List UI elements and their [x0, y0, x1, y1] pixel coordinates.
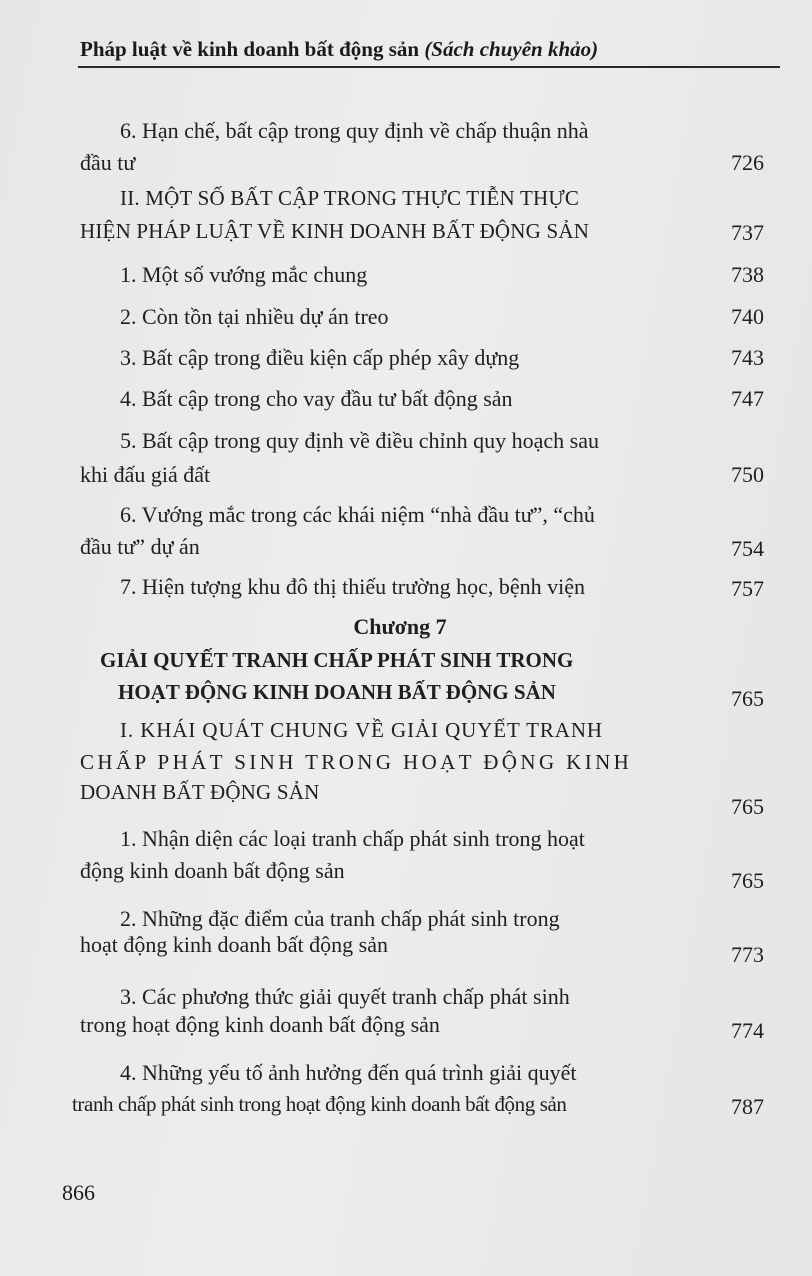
toc-page-number: 773 — [731, 942, 764, 967]
toc-entry-text: trong hoạt động kinh doanh bất động sản — [80, 1012, 440, 1037]
toc-entry-text: tranh chấp phát sinh trong hoạt động kinh doanh bất động sản — [72, 1092, 567, 1116]
toc-section-heading: DOANH BẤT ĐỘNG SẢN — [80, 780, 320, 804]
toc-entry-text: động kinh doanh bất động sản — [80, 858, 345, 883]
header-subtitle: (Sách chuyên khảo) — [424, 37, 599, 61]
toc-entry-text: 4. Những yếu tố ảnh hưởng đến quá trình giải quyết — [120, 1060, 577, 1085]
toc-page-number: 765 — [731, 686, 764, 711]
toc-page-number: 738 — [731, 262, 764, 287]
toc-entry-text: 2. Những đặc điểm của tranh chấp phát sinh trong — [120, 906, 560, 931]
toc-entry-text: 7. Hiện tượng khu đô thị thiếu trường học, bệnh viện — [120, 574, 586, 599]
toc-page-number: 750 — [731, 462, 764, 487]
toc-entry-text: 1. Một số vướng mắc chung — [120, 262, 368, 287]
toc-entry-text: hoạt động kinh doanh bất động sản — [80, 932, 388, 957]
toc-page-number: 743 — [731, 345, 764, 370]
toc-page-number: 765 — [731, 868, 764, 893]
toc-entry-text: 2. Còn tồn tại nhiều dự án treo — [120, 304, 389, 329]
toc-page-number: 726 — [731, 150, 764, 175]
toc-entry-text: 1. Nhận diện các loại tranh chấp phát sinh trong hoạt — [120, 826, 585, 851]
toc-entry-text: 4. Bất cập trong cho vay đầu tư bất động sản — [120, 386, 513, 411]
page-number: 866 — [62, 1180, 95, 1205]
toc-page-number: 737 — [731, 220, 764, 245]
toc-page-number: 774 — [731, 1018, 764, 1043]
toc-entry-text: đầu tư” dự án — [80, 534, 200, 559]
toc-page-number: 757 — [731, 576, 764, 601]
toc-entry-text: 6. Vướng mắc trong các khái niệm “nhà đầu tư”, “chủ — [120, 502, 595, 527]
toc-section-heading: CHẤP PHÁT SINH TRONG HOẠT ĐỘNG KINH — [80, 750, 633, 774]
toc-page-number: 747 — [731, 386, 764, 411]
toc-entry-text: 3. Các phương thức giải quyết tranh chấp phát sinh — [120, 984, 570, 1009]
toc-page-number: 787 — [731, 1094, 764, 1119]
toc-page-number: 754 — [731, 536, 764, 561]
toc-page-number: 740 — [731, 304, 764, 329]
toc-page-number: 765 — [731, 794, 764, 819]
chapter-title: HOẠT ĐỘNG KINH DOANH BẤT ĐỘNG SẢN — [118, 680, 556, 704]
toc-entry-text: khi đấu giá đất — [80, 462, 211, 487]
chapter-title: GIẢI QUYẾT TRANH CHẤP PHÁT SINH TRONG — [100, 648, 574, 672]
toc-section-heading: II. MỘT SỐ BẤT CẬP TRONG THỰC TIỄN THỰC — [120, 186, 580, 210]
toc-entry-text: đầu tư — [80, 150, 136, 175]
chapter-label: Chương 7 — [353, 614, 447, 639]
toc-section-heading: HIỆN PHÁP LUẬT VỀ KINH DOANH BẤT ĐỘNG SẢN — [80, 219, 590, 243]
toc-entry-text: 3. Bất cập trong điều kiện cấp phép xây dựng — [120, 345, 520, 370]
toc-entry-text: 6. Hạn chế, bất cập trong quy định về chấp thuận nhà — [120, 118, 589, 143]
toc-section-heading: I. KHÁI QUÁT CHUNG VỀ GIẢI QUYẾT TRANH — [120, 718, 603, 742]
header-title: Pháp luật về kinh doanh bất động sản — [80, 37, 420, 61]
toc-entry-text: 5. Bất cập trong quy định về điều chỉnh quy hoạch sau — [120, 428, 600, 453]
